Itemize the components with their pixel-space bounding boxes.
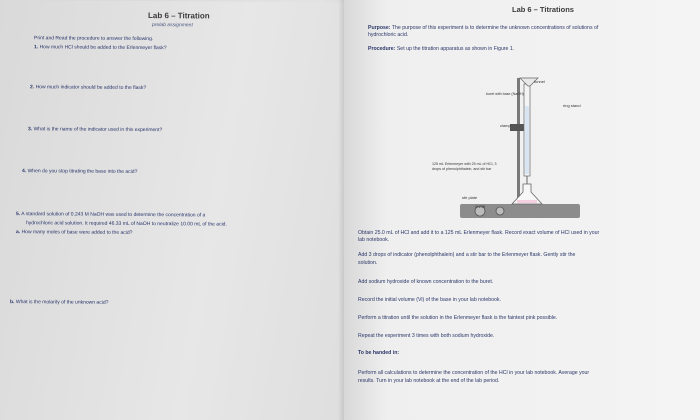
prelab-page bbox=[0, 0, 346, 420]
question-4: 4. When do you stop titrating the base into the acid? bbox=[22, 168, 138, 175]
prelab-subtitle: prelab assignment bbox=[152, 22, 193, 29]
titration-apparatus-figure bbox=[450, 76, 600, 226]
label-ring-stand: ring stand bbox=[563, 103, 581, 108]
step-4: Record the initial volume (Vi) of the base in your lab notebook. bbox=[358, 297, 501, 303]
label-funnel: funnel bbox=[534, 79, 545, 84]
step-3: Add sodium hydroxide of known concentration to the buret. bbox=[358, 279, 494, 285]
prelab-title: Lab 6 – Titration bbox=[148, 11, 210, 21]
question-3: 3. What is the name of the indicator used in this experiment? bbox=[28, 126, 163, 134]
step-6: Repeat the experiment 3 times with both sodium hydroxide. bbox=[358, 333, 495, 339]
handed-in-heading: To be handed in: bbox=[358, 350, 400, 356]
buret-liquid bbox=[525, 106, 529, 174]
step-5: Perform a titration until the solution in the Erlenmeyer flask is the faintest pink possible. bbox=[358, 315, 558, 321]
stir-plate-knob-2 bbox=[496, 207, 504, 215]
question-5-continued: hydrochloric acid solution. It required 46.33 mL of NaOH to neutralize 10.00 mL of the acid. bbox=[26, 220, 227, 228]
label-flask: 125 mL Erlenmeyer with 25 mL of HCl, 3 drops of phenolphthalein, and stir bar bbox=[432, 162, 497, 171]
procedure-line: Procedure: Set up the titration apparatus as shown in Figure 1. bbox=[368, 46, 515, 52]
step-1-cont: lab notebook. bbox=[358, 237, 390, 243]
flask-solution bbox=[517, 200, 537, 203]
handed-in-line: Perform all calculations to determine the concentration of the HCl in your lab notebook. Average your bbox=[358, 370, 590, 376]
instructions-text: Print and Read the procedure to answer the following. bbox=[34, 35, 154, 43]
ring-stand-rod bbox=[517, 78, 520, 206]
label-buret: buret with base (NaOH) bbox=[486, 92, 524, 96]
question-5b: b. What is the molarity of the unknown acid? bbox=[10, 299, 109, 306]
label-stir-plate: stir plate bbox=[462, 195, 478, 200]
step-2-cont: solution. bbox=[358, 260, 378, 266]
step-1: Obtain 25.0 mL of HCl and add it to a 125 mL Erlenmeyer flask. Record exact volume of HCl used in your bbox=[358, 230, 600, 236]
purpose-line: Purpose: The purpose of this experiment is to determine the unknown concentrations of solutions of bbox=[368, 25, 599, 31]
question-1: 1. How much HCl should be added to the Erlenmeyer flask? bbox=[34, 44, 167, 52]
lab-title: Lab 6 – Titrations bbox=[512, 5, 574, 14]
question-5: 5. A standard solution of 0.243 M NaOH was used to determine the concentration of a bbox=[16, 211, 206, 219]
label-clamp: clamp bbox=[500, 123, 511, 128]
purpose-line-2: hydrochloric acid. bbox=[368, 32, 409, 38]
label-on-off: On/Off bbox=[475, 205, 485, 209]
question-2: 2. How much indicator should be added to the flask? bbox=[30, 84, 147, 92]
handed-in-line-2: results. Turn in your lab notebook at the end of the lab period. bbox=[358, 378, 500, 384]
step-2: Add 3 drops of indicator (phenolphthalein) and a stir bar to the Erlenmeyer flask. Gently stir the bbox=[358, 252, 576, 258]
question-5a: a. How many moles of base were added to the acid? bbox=[16, 229, 133, 236]
